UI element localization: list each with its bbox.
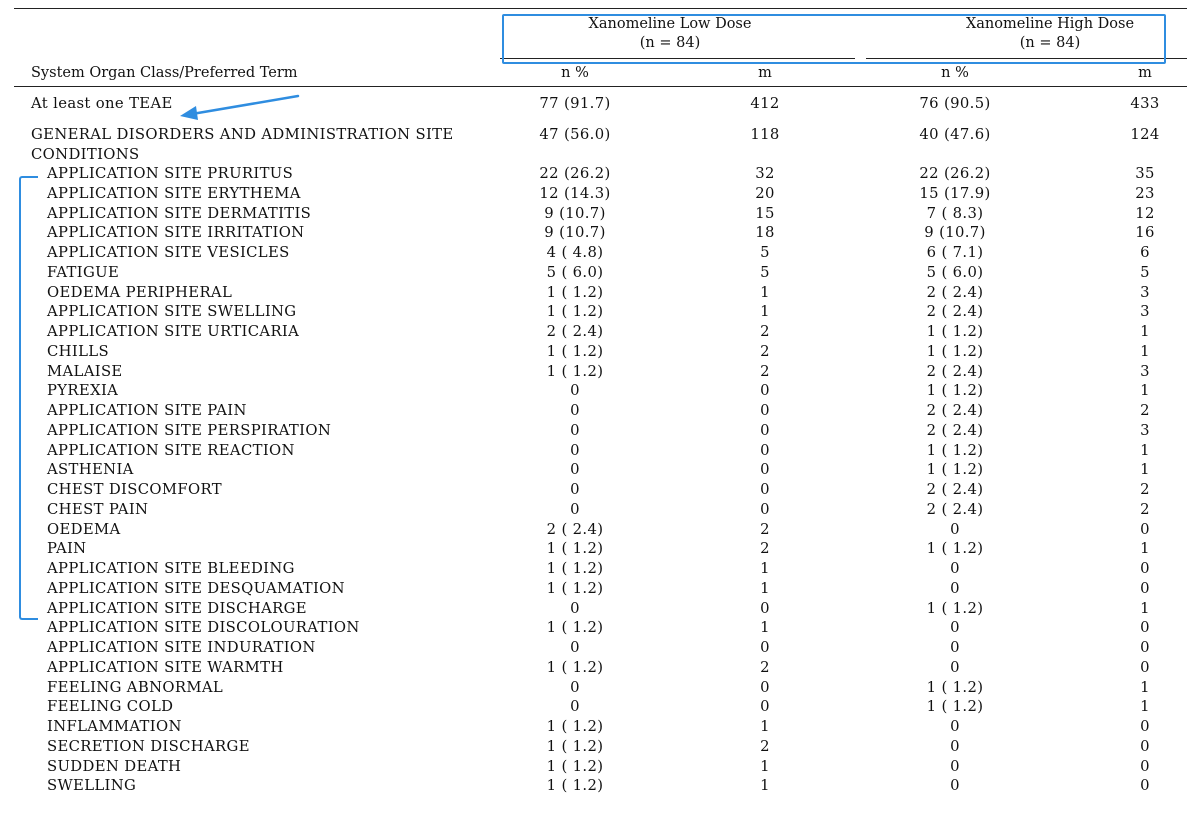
cell-high-n: 9 (10.7) xyxy=(924,224,986,242)
row-term: INFLAMMATION xyxy=(47,718,182,735)
cell-high-m: 1 xyxy=(1140,461,1150,479)
cell-high-n: 1 ( 1.2) xyxy=(926,461,984,479)
cell-low-m: 0 xyxy=(760,500,770,518)
table-row xyxy=(0,441,1187,461)
annotation-arrow-icon xyxy=(170,88,310,124)
row-term: MALAISE xyxy=(47,362,123,380)
annotation-bracket-preferred-terms xyxy=(19,176,38,620)
cell-low-m: 0 xyxy=(760,481,770,498)
row-term: APPLICATION SITE DESQUAMATION xyxy=(47,579,345,597)
cell-low-n: 2 ( 2.4) xyxy=(546,520,604,538)
cell-high-n: 2 ( 2.4) xyxy=(926,283,984,301)
cell-high-m: 1 xyxy=(1140,382,1150,400)
cell-high-m: 0 xyxy=(1140,639,1150,656)
cell-high-n: 5 ( 6.0) xyxy=(926,263,984,281)
row-term: APPLICATION SITE REACTION xyxy=(47,441,295,459)
table-row xyxy=(0,263,1187,283)
table-row xyxy=(0,381,1187,401)
cell-low-n: 0 xyxy=(570,599,580,617)
row-term: APPLICATION SITE PERSPIRATION xyxy=(47,421,332,439)
table-row xyxy=(0,342,1187,362)
cell-high-m: 0 xyxy=(1140,579,1150,597)
cell-high-n: 40 (47.6) xyxy=(919,126,991,143)
row-term: CHEST DISCOMFORT xyxy=(47,481,222,498)
cell-low-n: 5 ( 6.0) xyxy=(546,263,604,281)
row-term: APPLICATION SITE DERMATITIS xyxy=(47,204,312,222)
cell-high-n: 0 xyxy=(950,718,960,735)
cell-high-n: 2 ( 2.4) xyxy=(926,500,984,518)
cell-low-n: 0 xyxy=(570,382,580,400)
cell-low-n: 1 ( 1.2) xyxy=(546,342,604,360)
cell-low-n: 1 ( 1.2) xyxy=(546,777,604,795)
column-header-low-n: n % xyxy=(561,65,589,81)
cell-high-n: 2 ( 2.4) xyxy=(926,303,984,321)
cell-high-n: 7 ( 8.3) xyxy=(926,204,984,222)
table-row xyxy=(0,460,1187,480)
cell-high-m: 3 xyxy=(1140,421,1150,439)
row-term: PAIN xyxy=(47,540,87,558)
table-row xyxy=(0,421,1187,441)
table-row xyxy=(0,283,1187,303)
cell-low-n: 1 ( 1.2) xyxy=(546,303,604,321)
cell-high-m: 2 xyxy=(1140,500,1150,518)
cell-high-m: 3 xyxy=(1140,303,1150,321)
cell-low-m: 0 xyxy=(760,599,770,617)
cell-high-m: 1 xyxy=(1140,678,1150,696)
cell-high-m: 23 xyxy=(1135,184,1155,202)
cell-low-n: 1 ( 1.2) xyxy=(546,737,604,755)
cell-low-n: 77 (91.7) xyxy=(539,95,611,112)
table-row xyxy=(0,204,1187,224)
table-row xyxy=(0,757,1187,777)
table-row xyxy=(0,638,1187,658)
cell-low-n: 1 ( 1.2) xyxy=(546,362,604,380)
table-row xyxy=(0,362,1187,382)
cell-high-m: 2 xyxy=(1140,481,1150,498)
cell-low-n: 1 ( 1.2) xyxy=(546,658,604,676)
row-term: APPLICATION SITE IRRITATION xyxy=(47,224,305,242)
cell-low-m: 0 xyxy=(760,441,770,459)
cell-low-m: 412 xyxy=(750,95,780,112)
table-row xyxy=(0,243,1187,263)
cell-high-n: 1 ( 1.2) xyxy=(926,323,984,340)
cell-low-m: 1 xyxy=(760,283,770,301)
row-term: FEELING ABNORMAL xyxy=(47,678,224,696)
group-title-high-dose: Xanomeline High Dose xyxy=(965,16,1135,32)
cell-high-n: 0 xyxy=(950,560,960,577)
cell-high-m: 0 xyxy=(1140,718,1150,735)
cell-high-n: 1 ( 1.2) xyxy=(926,678,984,696)
cell-low-n: 1 ( 1.2) xyxy=(546,560,604,577)
row-term: APPLICATION SITE BLEEDING xyxy=(47,560,295,577)
cell-high-m: 1 xyxy=(1140,599,1150,617)
cell-low-n: 1 ( 1.2) xyxy=(546,579,604,597)
cell-low-n: 0 xyxy=(570,402,580,419)
row-term: CHILLS xyxy=(47,342,109,360)
table-row xyxy=(0,599,1187,619)
row-term: ASTHENIA xyxy=(47,461,134,479)
cell-low-m: 1 xyxy=(760,718,770,735)
table-row xyxy=(0,500,1187,520)
cell-low-n: 0 xyxy=(570,421,580,439)
cell-low-n: 0 xyxy=(570,461,580,479)
cell-low-m: 0 xyxy=(760,698,770,716)
column-header-term: System Organ Class/Preferred Term xyxy=(31,65,298,81)
cell-high-m: 0 xyxy=(1140,757,1150,775)
cell-high-n: 0 xyxy=(950,639,960,656)
cell-low-m: 18 xyxy=(755,224,775,242)
row-term: FATIGUE xyxy=(47,263,120,281)
cell-high-n: 76 (90.5) xyxy=(919,95,991,112)
header-bottom-rule xyxy=(14,86,1187,87)
row-term: GENERAL DISORDERS AND ADMINISTRATION SITE CONDITIONS xyxy=(31,126,454,163)
cell-high-n: 2 ( 2.4) xyxy=(926,481,984,498)
table-row xyxy=(0,717,1187,737)
row-term: APPLICATION SITE DISCHARGE xyxy=(47,599,307,617)
table-row xyxy=(0,697,1187,717)
cell-high-m: 35 xyxy=(1135,165,1155,182)
row-term: APPLICATION SITE VESICLES xyxy=(47,244,290,261)
row-term: At least one TEAE xyxy=(31,95,173,112)
cell-low-m: 2 xyxy=(760,362,770,380)
cell-high-n: 0 xyxy=(950,737,960,755)
cell-high-n: 2 ( 2.4) xyxy=(926,421,984,439)
cell-high-m: 0 xyxy=(1140,658,1150,676)
cell-high-n: 22 (26.2) xyxy=(919,165,991,182)
cell-low-m: 1 xyxy=(760,560,770,577)
cell-high-n: 1 ( 1.2) xyxy=(926,441,984,459)
cell-low-n: 1 ( 1.2) xyxy=(546,540,604,558)
cell-low-n: 0 xyxy=(570,639,580,656)
cell-high-m: 433 xyxy=(1130,95,1160,112)
cell-high-n: 1 ( 1.2) xyxy=(926,382,984,400)
row-term: APPLICATION SITE DISCOLOURATION xyxy=(47,619,360,637)
cell-low-n: 9 (10.7) xyxy=(544,204,606,222)
cell-high-m: 1 xyxy=(1140,698,1150,716)
cell-high-m: 3 xyxy=(1140,283,1150,301)
cell-high-m: 2 xyxy=(1140,402,1150,419)
cell-low-m: 2 xyxy=(760,342,770,360)
cell-low-m: 0 xyxy=(760,639,770,656)
cell-low-n: 1 ( 1.2) xyxy=(546,283,604,301)
cell-high-n: 0 xyxy=(950,579,960,597)
row-term: APPLICATION SITE URTICARIA xyxy=(47,323,300,340)
soc-row xyxy=(0,125,1187,163)
column-header-high-n: n % xyxy=(941,65,969,81)
table-row xyxy=(0,184,1187,204)
row-term: APPLICATION SITE ERYTHEMA xyxy=(47,184,301,202)
cell-high-m: 16 xyxy=(1135,224,1155,242)
table-row xyxy=(0,539,1187,559)
row-term: OEDEMA PERIPHERAL xyxy=(47,283,233,301)
row-term: PYREXIA xyxy=(47,382,119,400)
cell-low-n: 1 ( 1.2) xyxy=(546,619,604,637)
table-row xyxy=(0,618,1187,638)
cell-low-n: 0 xyxy=(570,678,580,696)
cell-low-n: 0 xyxy=(570,500,580,518)
cell-low-n: 1 ( 1.2) xyxy=(546,757,604,775)
row-term: APPLICATION SITE WARMTH xyxy=(47,658,284,676)
cell-low-m: 1 xyxy=(760,757,770,775)
cell-high-m: 3 xyxy=(1140,362,1150,380)
cell-high-n: 0 xyxy=(950,520,960,538)
cell-low-n: 4 ( 4.8) xyxy=(546,244,604,261)
table-row xyxy=(0,401,1187,421)
cell-high-m: 1 xyxy=(1140,441,1150,459)
cell-low-m: 1 xyxy=(760,579,770,597)
group-title-low-dose: Xanomeline Low Dose xyxy=(588,16,752,32)
cell-high-n: 6 ( 7.1) xyxy=(926,244,984,261)
cell-high-n: 1 ( 1.2) xyxy=(926,342,984,360)
cell-low-m: 0 xyxy=(760,421,770,439)
column-header-high-m: m xyxy=(1138,65,1152,81)
table-row xyxy=(0,559,1187,579)
cell-low-n: 0 xyxy=(570,441,580,459)
cell-high-m: 0 xyxy=(1140,737,1150,755)
cell-high-n: 0 xyxy=(950,658,960,676)
cell-high-m: 5 xyxy=(1140,263,1150,281)
table-row xyxy=(0,480,1187,500)
cell-low-n: 0 xyxy=(570,698,580,716)
cell-low-n: 1 ( 1.2) xyxy=(546,718,604,735)
cell-low-n: 2 ( 2.4) xyxy=(546,323,604,340)
table-row xyxy=(0,678,1187,698)
cell-low-m: 2 xyxy=(760,520,770,538)
cell-high-m: 6 xyxy=(1140,244,1150,261)
cell-low-m: 0 xyxy=(760,402,770,419)
row-term: APPLICATION SITE PRURITUS xyxy=(47,165,294,182)
table-row xyxy=(0,737,1187,757)
cell-low-m: 0 xyxy=(760,382,770,400)
cell-low-m: 5 xyxy=(760,244,770,261)
group-n-high-dose: (n = 84) xyxy=(1019,35,1081,51)
cell-high-m: 1 xyxy=(1140,540,1150,558)
cell-high-n: 1 ( 1.2) xyxy=(926,599,984,617)
cell-low-n: 0 xyxy=(570,481,580,498)
cell-high-n: 15 (17.9) xyxy=(919,184,991,202)
cell-high-m: 0 xyxy=(1140,619,1150,637)
cell-low-m: 15 xyxy=(755,204,775,222)
cell-high-m: 0 xyxy=(1140,777,1150,795)
row-term: OEDEMA xyxy=(47,520,121,538)
cell-high-n: 1 ( 1.2) xyxy=(926,540,984,558)
cell-low-m: 0 xyxy=(760,461,770,479)
cell-low-m: 0 xyxy=(760,678,770,696)
table-row xyxy=(0,520,1187,540)
table-row xyxy=(0,776,1187,796)
cell-low-m: 2 xyxy=(760,658,770,676)
group-n-low-dose: (n = 84) xyxy=(639,35,701,51)
column-header-low-m: m xyxy=(758,65,772,81)
row-term: SUDDEN DEATH xyxy=(47,757,182,775)
cell-low-m: 5 xyxy=(760,263,770,281)
table-row xyxy=(0,322,1187,342)
cell-low-m: 2 xyxy=(760,737,770,755)
cell-low-m: 118 xyxy=(750,126,780,143)
cell-low-m: 2 xyxy=(760,323,770,340)
cell-high-n: 2 ( 2.4) xyxy=(926,362,984,380)
row-term: SWELLING xyxy=(47,777,137,795)
cell-high-m: 12 xyxy=(1135,204,1155,222)
table-row xyxy=(0,579,1187,599)
cell-low-m: 20 xyxy=(755,184,775,202)
cell-low-m: 1 xyxy=(760,303,770,321)
cell-high-m: 124 xyxy=(1130,126,1160,143)
table-top-rule xyxy=(14,8,1187,9)
cell-high-m: 0 xyxy=(1140,560,1150,577)
table-row xyxy=(0,164,1187,184)
cell-low-m: 2 xyxy=(760,540,770,558)
cell-high-m: 1 xyxy=(1140,323,1150,340)
table-row xyxy=(0,302,1187,322)
row-term: FEELING COLD xyxy=(47,698,174,716)
table-row xyxy=(0,223,1187,243)
cell-high-m: 0 xyxy=(1140,520,1150,538)
cell-low-m: 32 xyxy=(755,165,775,182)
annotation-box-dose-headers xyxy=(502,14,1166,64)
cell-high-n: 1 ( 1.2) xyxy=(926,698,984,716)
cell-low-m: 1 xyxy=(760,777,770,795)
cell-low-n: 12 (14.3) xyxy=(539,184,611,202)
cell-low-m: 1 xyxy=(760,619,770,637)
cell-high-n: 0 xyxy=(950,777,960,795)
cell-low-n: 9 (10.7) xyxy=(544,224,606,242)
table-row xyxy=(0,658,1187,678)
cell-low-n: 22 (26.2) xyxy=(539,165,611,182)
cell-high-m: 1 xyxy=(1140,342,1150,360)
row-term: APPLICATION SITE PAIN xyxy=(47,402,247,419)
cell-high-n: 0 xyxy=(950,619,960,637)
cell-high-n: 2 ( 2.4) xyxy=(926,402,984,419)
cell-low-n: 47 (56.0) xyxy=(539,126,611,143)
row-term: APPLICATION SITE SWELLING xyxy=(47,303,297,321)
cell-high-n: 0 xyxy=(950,757,960,775)
row-term: SECRETION DISCHARGE xyxy=(47,737,250,755)
row-term: APPLICATION SITE INDURATION xyxy=(47,639,316,656)
row-term: CHEST PAIN xyxy=(47,500,149,518)
